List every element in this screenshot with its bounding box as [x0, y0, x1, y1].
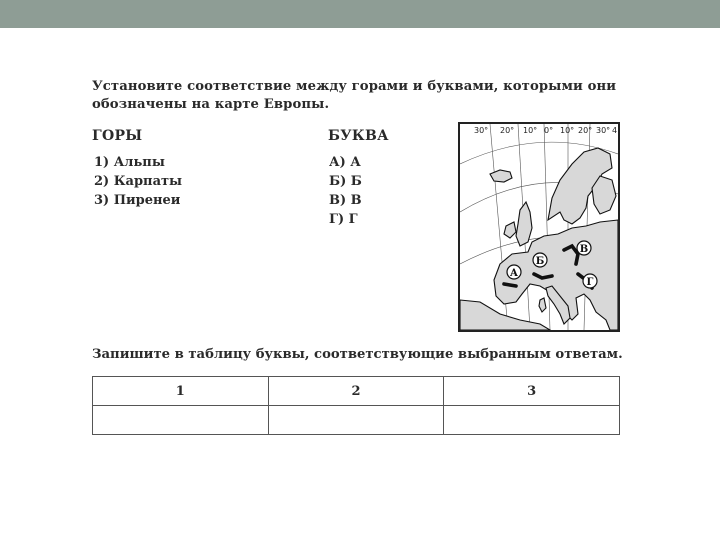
answer-table-input-row — [93, 406, 620, 435]
task-line-2: обозначены на карте Европы. — [92, 97, 330, 112]
graticule-label: 20° — [578, 126, 593, 135]
answer-header-cell: 3 — [444, 377, 620, 406]
graticule-label: 4 — [612, 126, 618, 135]
instruction-text: Запишите в таблицу буквы, соответствующие выбранным ответам. — [92, 347, 623, 362]
task-line-1: Установите соответствие между горами и буквами, которыми они — [92, 79, 617, 94]
top-band — [0, 0, 720, 28]
mountains-list — [94, 153, 182, 210]
mountain-item: 2) Карпаты — [94, 174, 183, 189]
task-text — [92, 78, 622, 114]
letter-item: Г) Г — [329, 212, 358, 227]
land — [460, 148, 618, 330]
marker-g-label: Г — [586, 277, 594, 288]
europe-map-svg — [460, 124, 618, 330]
marker-a-label: А — [509, 268, 519, 279]
answer-header-cell: 1 — [93, 377, 269, 406]
graticule-label: 30° — [596, 126, 611, 135]
graticule-label: 10° — [523, 126, 538, 135]
marker-b-label: Б — [535, 256, 545, 267]
letters-list — [329, 153, 362, 229]
mountains-header: ГОРЫ — [92, 128, 143, 144]
letters-header: БУКВА — [328, 128, 389, 144]
graticule-label: 20° — [500, 126, 515, 135]
letter-item: А) А — [329, 155, 361, 170]
mountain-item: 3) Пиренеи — [94, 193, 181, 208]
answer-cell-2[interactable] — [268, 406, 444, 435]
answer-table — [92, 376, 620, 435]
answer-cell-1[interactable] — [93, 406, 269, 435]
letter-item: Б) Б — [329, 174, 362, 189]
graticule-label: 30° — [474, 126, 489, 135]
mountain-item: 1) Альпы — [94, 155, 165, 170]
graticule-label: 10° — [560, 126, 575, 135]
graticule-label: 0° — [544, 126, 554, 135]
answer-table-header-row — [93, 377, 620, 406]
marker-v-label: В — [579, 244, 589, 255]
answer-header-cell: 2 — [268, 377, 444, 406]
letter-item: В) В — [329, 193, 362, 208]
answer-cell-3[interactable] — [444, 406, 620, 435]
europe-map — [458, 122, 620, 332]
